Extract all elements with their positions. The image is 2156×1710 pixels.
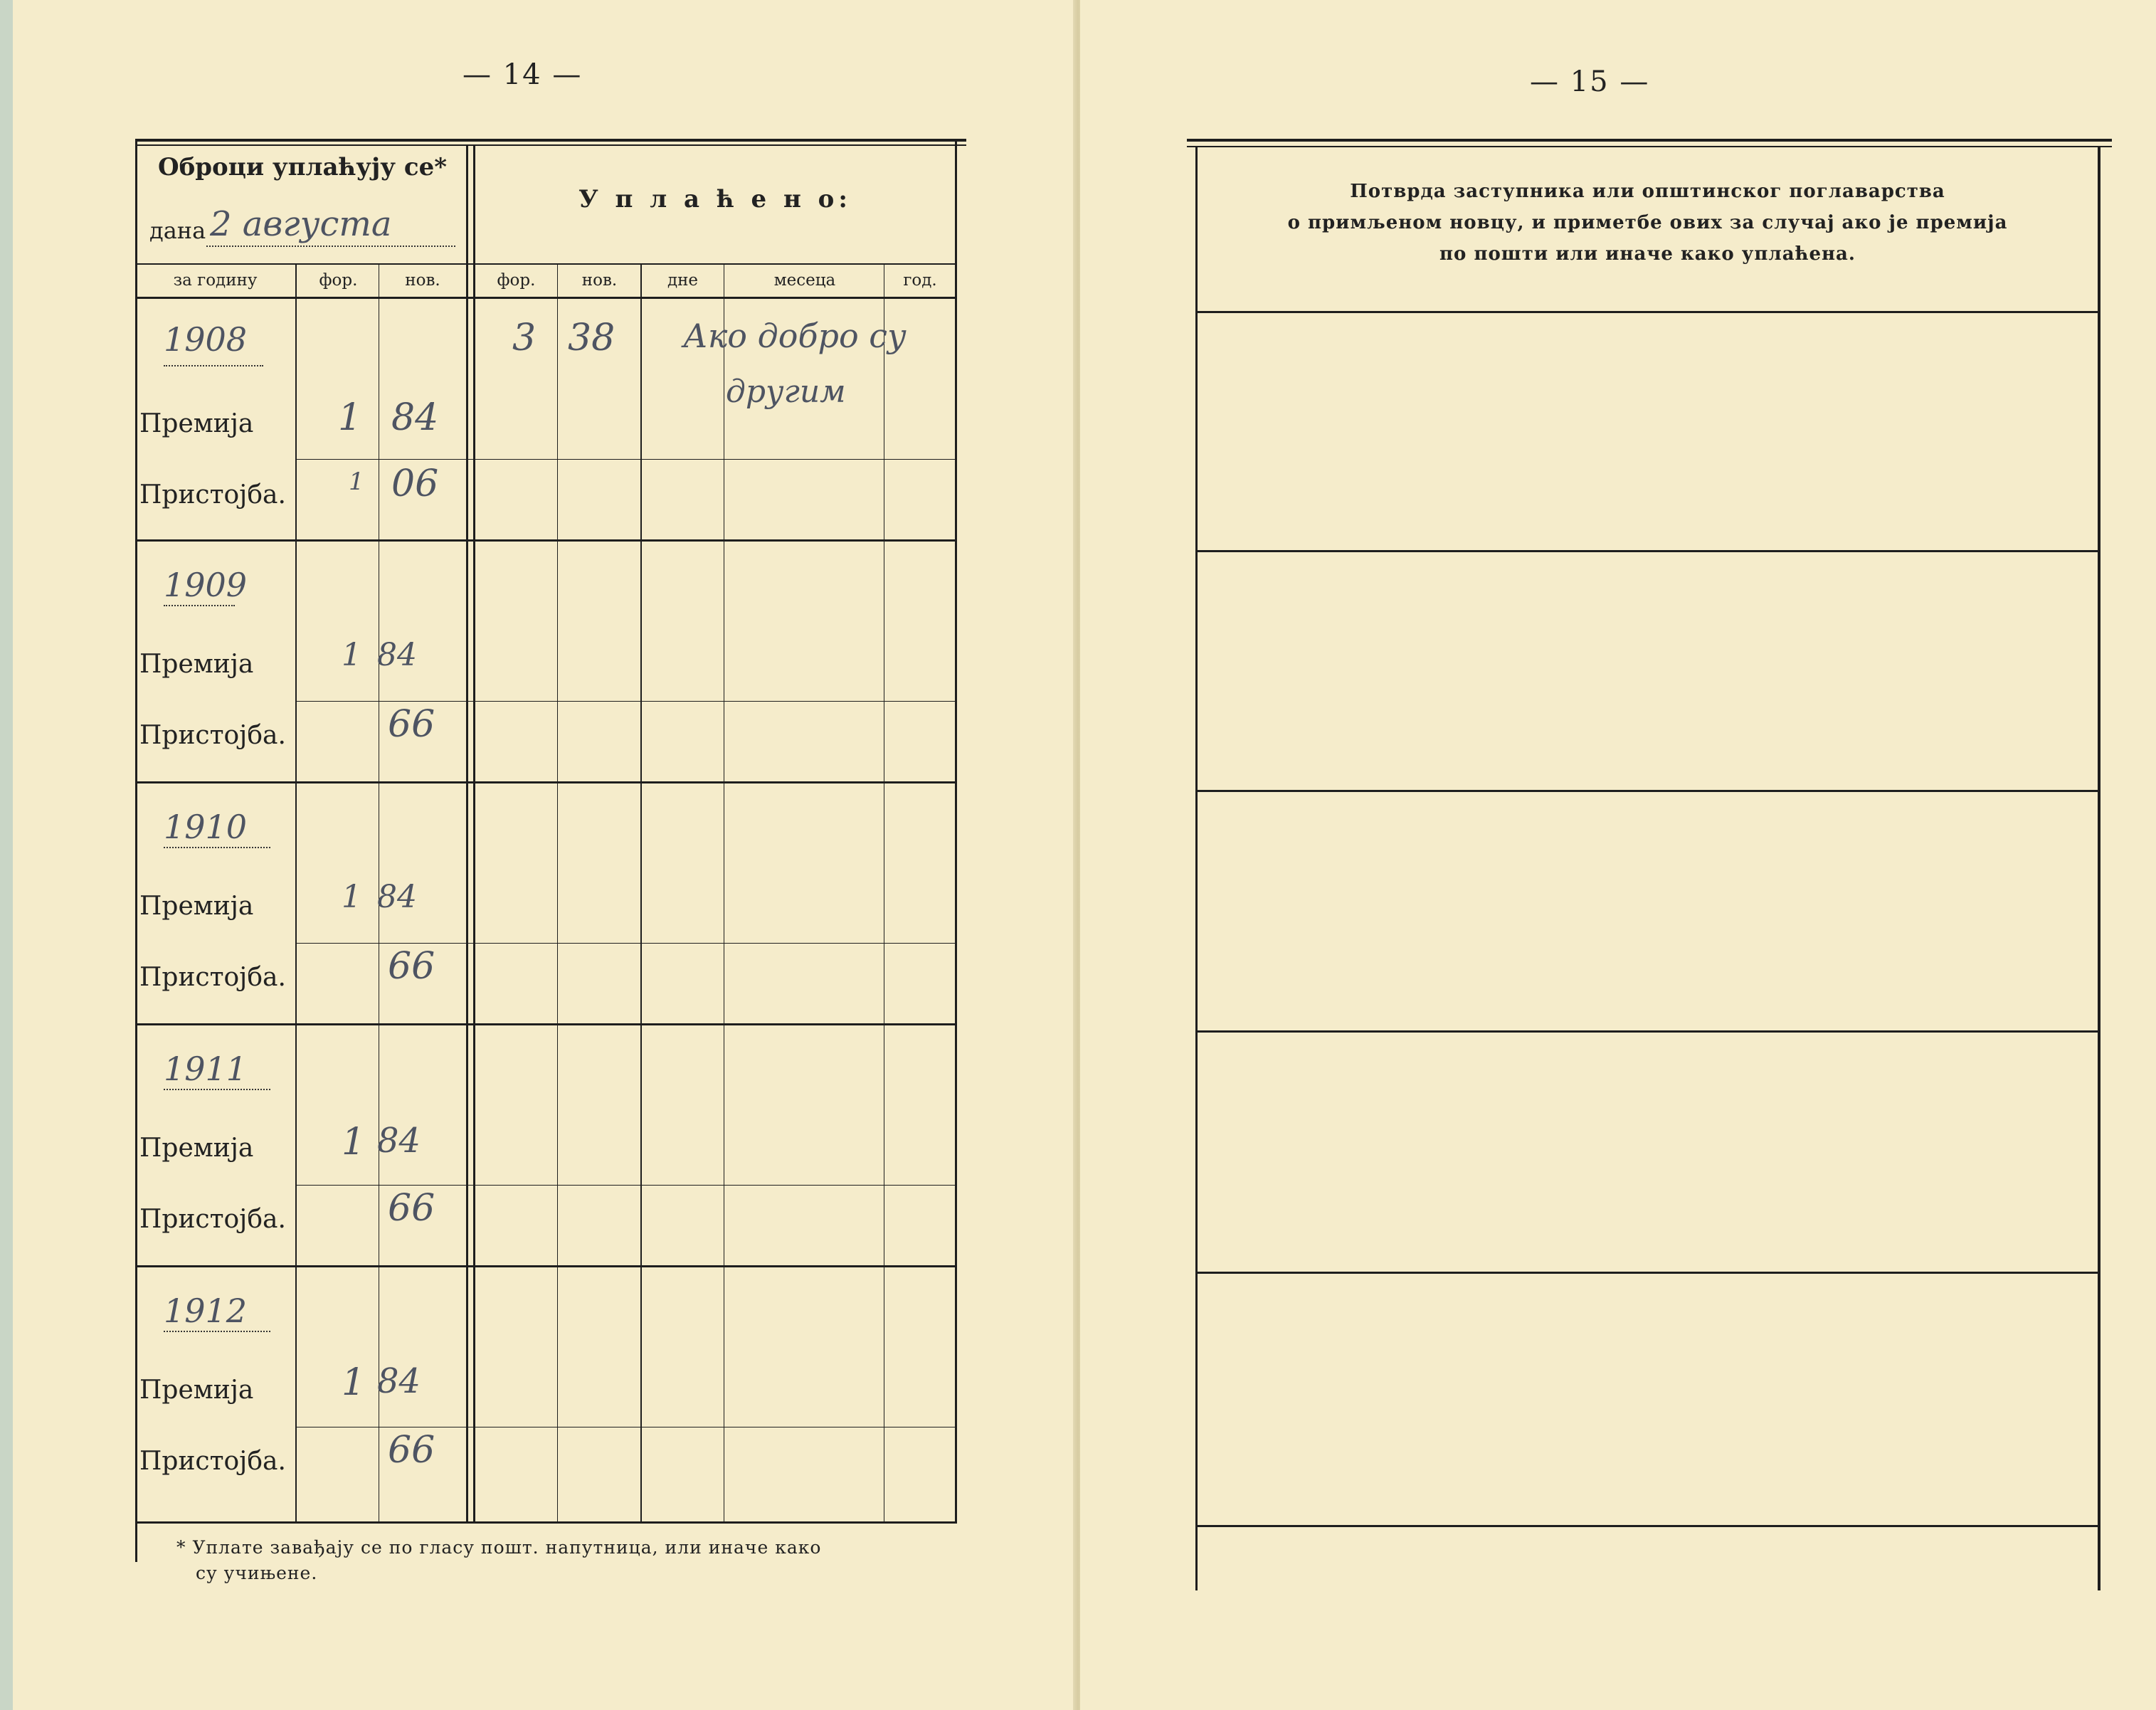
- premium-for: 1: [342, 1121, 366, 1163]
- confirmation-table: [1187, 139, 2112, 1598]
- premium-nov: 84: [377, 879, 417, 915]
- fee-label: Пристојба.: [139, 963, 286, 992]
- left-page: [13, 0, 1076, 1710]
- footnote-line-1: * Уплате завађају се по гласу пошт. напутница, или иначе како: [176, 1537, 822, 1558]
- book-edge: [0, 0, 13, 1710]
- col-month: месеца: [773, 271, 836, 290]
- fee-nov: 66: [388, 945, 435, 988]
- day-value: 2 августа: [210, 204, 392, 244]
- page-number: — 15 —: [1530, 65, 1650, 98]
- fee-label: Пристојба.: [139, 721, 286, 750]
- col-for-paid: фор.: [497, 271, 536, 290]
- fee-nov: 66: [388, 1429, 435, 1472]
- paid-nov: 38: [568, 317, 615, 359]
- row-year: 1910: [164, 808, 248, 846]
- fee-label: Пристојба.: [139, 480, 286, 510]
- col-nov: нов.: [405, 271, 440, 290]
- row-year: 1911: [164, 1050, 248, 1088]
- premium-label: Премија: [139, 1134, 254, 1163]
- paid-title: У п л а ћ е н о:: [578, 185, 852, 213]
- page-number: — 14 —: [463, 58, 583, 91]
- fee-nov: 06: [391, 463, 439, 505]
- confirmation-title-line-1: Потврда заступника или општинског поглаварства: [1350, 181, 1945, 202]
- premium-label: Премија: [139, 892, 254, 921]
- premium-label: Премија: [139, 1376, 254, 1405]
- fee-for: 1: [349, 468, 364, 496]
- premium-for: 1: [338, 396, 362, 439]
- col-nov-paid: нов.: [581, 271, 618, 290]
- premium-nov: 84: [377, 1121, 421, 1161]
- confirmation-title-line-3: по пошти или иначе како уплаћена.: [1439, 243, 1856, 265]
- premium-for: 1: [342, 637, 361, 673]
- premium-label: Премија: [139, 650, 254, 679]
- row-year: 1908: [164, 320, 248, 359]
- footnote-line-2: су учињене.: [196, 1563, 318, 1583]
- fee-label: Пристојба.: [139, 1447, 286, 1476]
- premium-nov: 84: [391, 396, 439, 439]
- payments-table: [135, 139, 966, 1583]
- premium-nov: 84: [377, 637, 417, 673]
- col-year: за годину: [173, 271, 258, 290]
- paid-note-2: другим: [726, 374, 846, 410]
- col-god: год.: [903, 271, 937, 290]
- paid-for: 3: [512, 317, 537, 359]
- day-label: дана: [149, 217, 206, 244]
- premium-for: 1: [342, 1361, 366, 1404]
- fee-nov: 66: [388, 703, 435, 746]
- fee-label: Пристојба.: [139, 1205, 286, 1234]
- col-for: фор.: [319, 271, 358, 290]
- premium-for: 1: [342, 879, 361, 915]
- premium-label: Премија: [139, 409, 254, 438]
- fee-nov: 66: [388, 1187, 435, 1230]
- col-day: дне: [667, 271, 699, 290]
- confirmation-title-line-2: о примљеном новцу, и приметбе ових за случај ако је премија: [1287, 212, 2008, 233]
- row-year: 1912: [164, 1292, 248, 1330]
- premium-nov: 84: [377, 1361, 421, 1401]
- row-year: 1909: [164, 566, 248, 604]
- right-page: [1080, 0, 2156, 1710]
- paid-note-1: Ако добро су: [683, 317, 907, 355]
- installments-title: Оброци уплаћују се*: [157, 153, 448, 181]
